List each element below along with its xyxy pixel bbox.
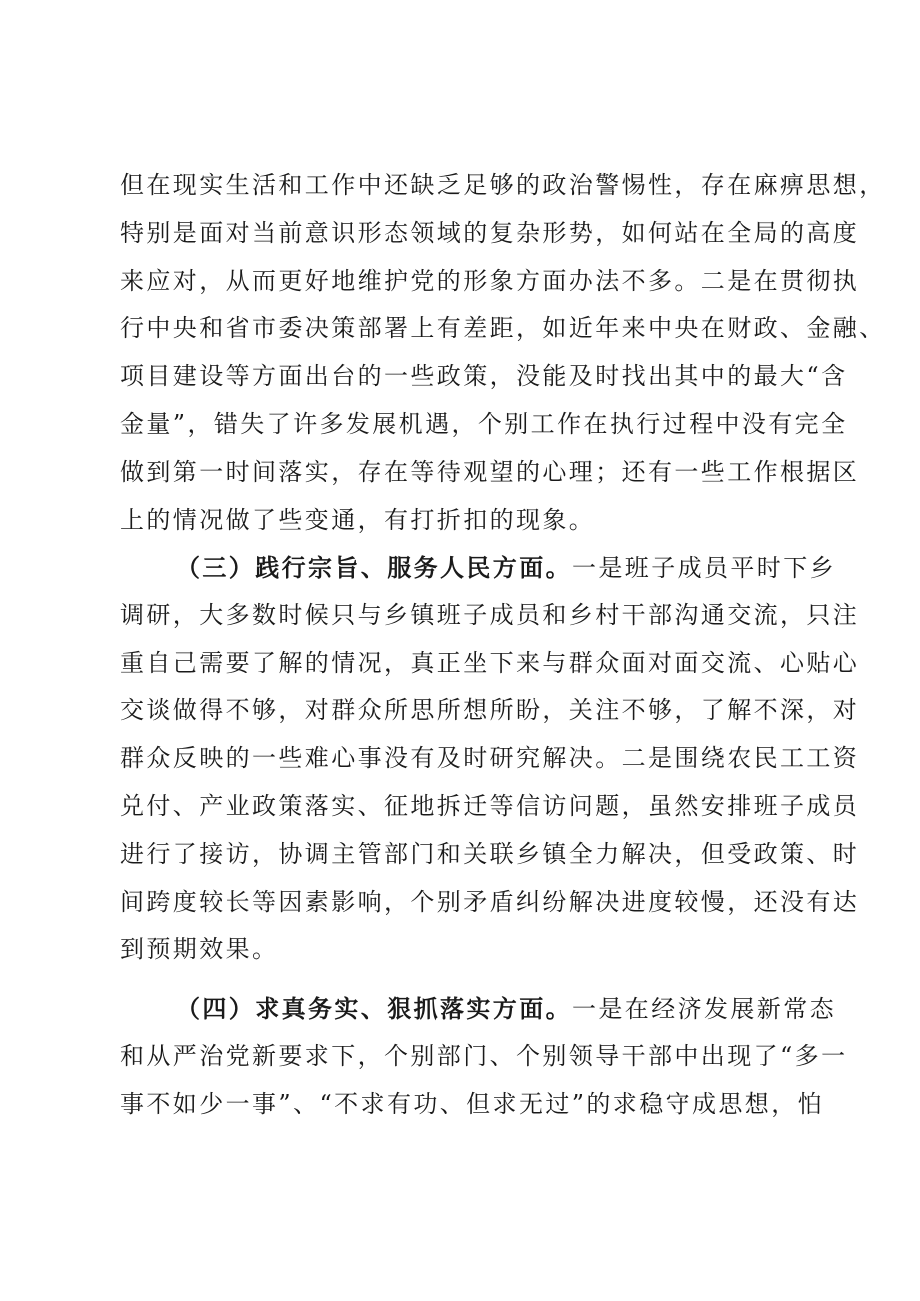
paragraph-line: 特别是面对当前意识形态领域的复杂形势，如何站在全局的高度 <box>120 218 860 247</box>
paragraph-line: 间跨度较长等因素影响，个别矛盾纠纷解决进度较慢，还没有达 <box>120 887 860 916</box>
paragraph-line: 金量”，错失了许多发展机遇，个别工作在执行过程中没有完全 <box>120 409 848 438</box>
paragraph-line: 交谈做得不够，对群众所思所想所盼，关注不够，了解不深，对 <box>120 696 860 725</box>
paragraph-line: 做到第一时间落实，存在等待观望的心理；还有一些工作根据区 <box>120 457 860 486</box>
section-four-first-line <box>120 985 836 1033</box>
paragraph-line: 上的情况做了些变通，有打折扣的现象。 <box>120 505 596 534</box>
section-three-heading: （三）践行宗旨、服务人民方面。 <box>176 553 572 582</box>
section-three-paragraph <box>120 544 860 974</box>
section-four-paragraph <box>120 985 848 1128</box>
paragraph-line: 和从严治党新要求下，个别部门、个别领导干部中出现了“多一 <box>120 1041 848 1070</box>
paragraph-line: 来应对，从而更好地维护党的形象方面办法不多。二是在贯彻执 <box>120 266 860 295</box>
paragraph-line: 兑付、产业政策落实、征地拆迁等信访问题，虽然安排班子成员 <box>120 791 860 820</box>
paragraph-line: 行中央和省市委决策部署上有差距，如近年来中央在财政、金融、 <box>120 314 886 343</box>
paragraph-line: 调研，大多数时候只与乡镇班子成员和乡村干部沟通交流，只注 <box>120 600 860 629</box>
section-three-first-line <box>120 544 836 592</box>
paragraph-line: 进行了接访，协调主管部门和关联乡镇全力解决，但受政策、时 <box>120 839 860 868</box>
paragraph-line: 到预期效果。 <box>120 935 279 964</box>
paragraph-line: 但在现实生活和工作中还缺乏足够的政治警惕性，存在麻痹思想， <box>120 171 886 199</box>
paragraph-line: 群众反映的一些难心事没有及时研究解决。二是围绕农民工工资 <box>120 744 860 773</box>
paragraph-continuation <box>120 162 886 544</box>
section-three-first-line-text: 一是班子成员平时下乡 <box>572 554 836 582</box>
section-four-first-line-text: 一是在经济发展新常态 <box>572 995 836 1023</box>
paragraph-line: 事不如少一事”、“不求有功、但求无过”的求稳守成思想，怕 <box>120 1089 825 1118</box>
paragraph-line: 项目建设等方面出台的一些政策，没能及时找出其中的最大“含 <box>120 362 848 391</box>
paragraph-line: 重自己需要了解的情况，真正坐下来与群众面对面交流、心贴心 <box>120 648 860 677</box>
section-four-heading: （四）求真务实、狠抓落实方面。 <box>176 994 572 1023</box>
